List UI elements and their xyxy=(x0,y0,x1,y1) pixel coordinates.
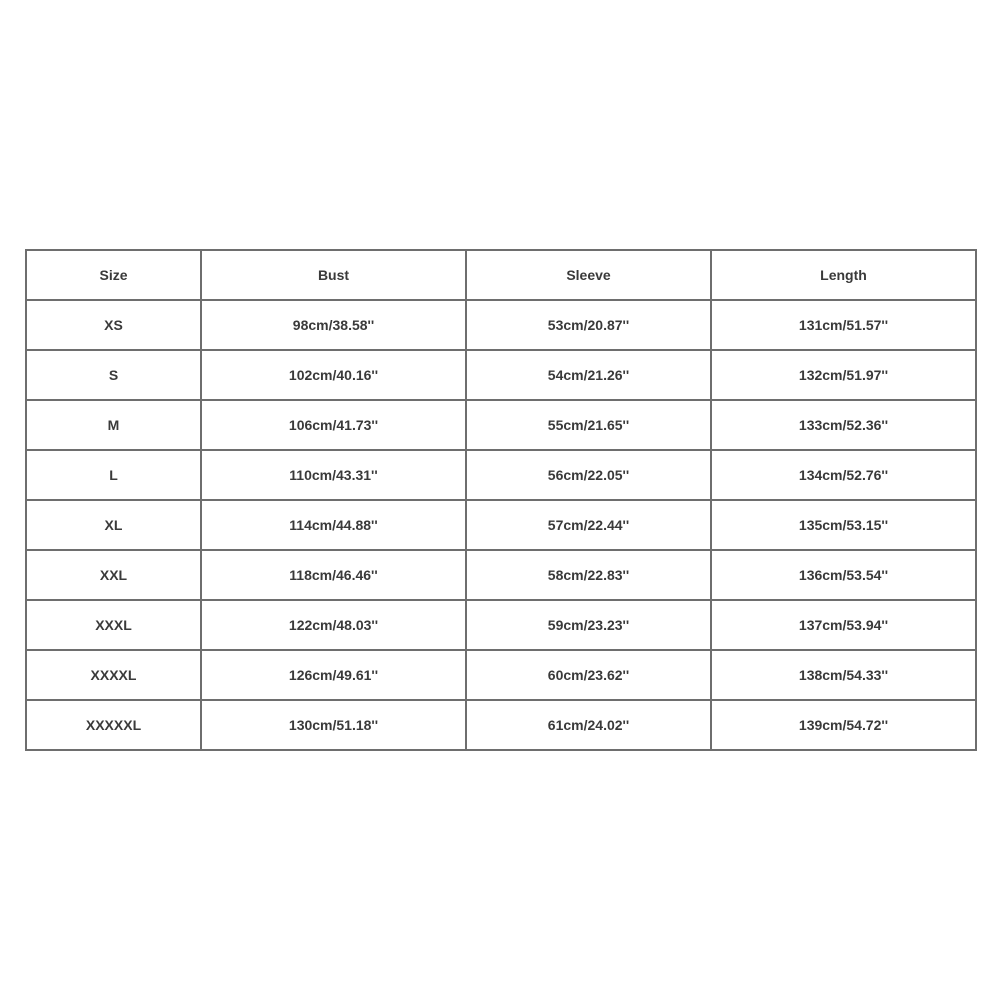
table-row xyxy=(26,650,976,700)
table-row xyxy=(26,550,976,600)
cell-size: L xyxy=(26,450,201,500)
cell-bust: 106cm/41.73'' xyxy=(201,400,466,450)
cell-size: XXXXL xyxy=(26,650,201,700)
size-chart-table xyxy=(25,249,977,751)
cell-sleeve: 60cm/23.62'' xyxy=(466,650,711,700)
cell-length: 134cm/52.76'' xyxy=(711,450,976,500)
cell-sleeve: 58cm/22.83'' xyxy=(466,550,711,600)
cell-length: 133cm/52.36'' xyxy=(711,400,976,450)
cell-bust: 98cm/38.58'' xyxy=(201,300,466,350)
cell-size: XXXXXL xyxy=(26,700,201,750)
cell-length: 139cm/54.72'' xyxy=(711,700,976,750)
table-row xyxy=(26,350,976,400)
cell-length: 135cm/53.15'' xyxy=(711,500,976,550)
cell-size: XXXL xyxy=(26,600,201,650)
cell-sleeve: 53cm/20.87'' xyxy=(466,300,711,350)
cell-bust: 114cm/44.88'' xyxy=(201,500,466,550)
table-row xyxy=(26,300,976,350)
table-row xyxy=(26,600,976,650)
table-row xyxy=(26,700,976,750)
cell-size: XL xyxy=(26,500,201,550)
cell-sleeve: 56cm/22.05'' xyxy=(466,450,711,500)
header-sleeve: Sleeve xyxy=(466,250,711,300)
cell-length: 136cm/53.54'' xyxy=(711,550,976,600)
cell-sleeve: 59cm/23.23'' xyxy=(466,600,711,650)
cell-length: 131cm/51.57'' xyxy=(711,300,976,350)
cell-size: XXL xyxy=(26,550,201,600)
cell-bust: 102cm/40.16'' xyxy=(201,350,466,400)
cell-bust: 126cm/49.61'' xyxy=(201,650,466,700)
header-bust: Bust xyxy=(201,250,466,300)
table-header-row xyxy=(26,250,976,300)
cell-sleeve: 61cm/24.02'' xyxy=(466,700,711,750)
cell-bust: 118cm/46.46'' xyxy=(201,550,466,600)
cell-length: 137cm/53.94'' xyxy=(711,600,976,650)
cell-size: XS xyxy=(26,300,201,350)
cell-sleeve: 57cm/22.44'' xyxy=(466,500,711,550)
cell-size: M xyxy=(26,400,201,450)
size-chart-body xyxy=(26,250,976,750)
cell-size: S xyxy=(26,350,201,400)
header-size: Size xyxy=(26,250,201,300)
header-length: Length xyxy=(711,250,976,300)
table-row xyxy=(26,400,976,450)
cell-sleeve: 54cm/21.26'' xyxy=(466,350,711,400)
cell-sleeve: 55cm/21.65'' xyxy=(466,400,711,450)
cell-length: 132cm/51.97'' xyxy=(711,350,976,400)
cell-bust: 110cm/43.31'' xyxy=(201,450,466,500)
cell-bust: 130cm/51.18'' xyxy=(201,700,466,750)
table-row xyxy=(26,500,976,550)
table-row xyxy=(26,450,976,500)
cell-length: 138cm/54.33'' xyxy=(711,650,976,700)
cell-bust: 122cm/48.03'' xyxy=(201,600,466,650)
